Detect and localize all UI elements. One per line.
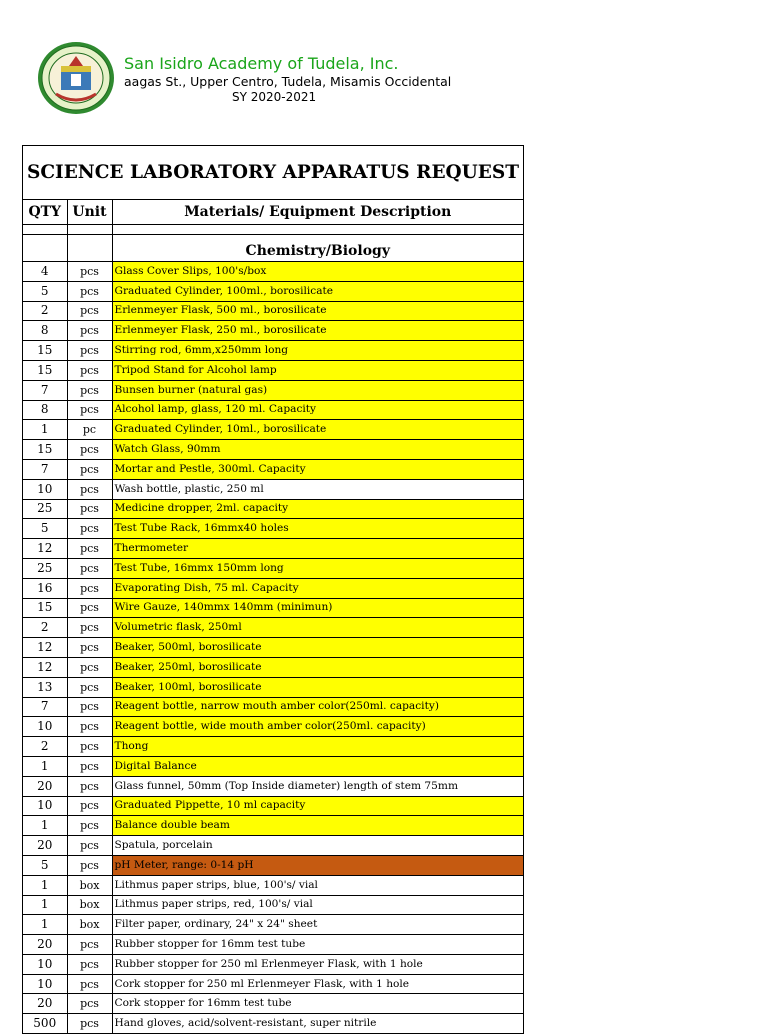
unit-cell: pcs xyxy=(67,677,112,697)
section-row xyxy=(23,235,523,262)
qty-cell: 5 xyxy=(23,519,67,539)
qty-cell: 8 xyxy=(23,400,67,420)
description-cell: Graduated Cylinder, 100ml., borosilicate xyxy=(112,281,523,301)
description-cell: Graduated Pippette, 10 ml capacity xyxy=(112,796,523,816)
unit-cell: pcs xyxy=(67,459,112,479)
qty-cell: 15 xyxy=(23,598,67,618)
description-cell: Medicine dropper, 2ml. capacity xyxy=(112,499,523,519)
table-row xyxy=(23,657,523,677)
table-row xyxy=(23,895,523,915)
qty-cell: 12 xyxy=(23,539,67,559)
qty-cell: 10 xyxy=(23,974,67,994)
description-cell: Reagent bottle, wide mouth amber color(250ml. capacity) xyxy=(112,717,523,737)
unit-cell: pcs xyxy=(67,301,112,321)
unit-cell: pcs xyxy=(67,440,112,460)
unit-cell: pcs xyxy=(67,737,112,757)
school-seal-logo xyxy=(36,40,120,116)
description-cell: Tripod Stand for Alcohol lamp xyxy=(112,360,523,380)
table-row xyxy=(23,598,523,618)
table-row xyxy=(23,915,523,935)
qty-cell: 12 xyxy=(23,657,67,677)
description-cell: Watch Glass, 90mm xyxy=(112,440,523,460)
spacer-row xyxy=(23,225,523,235)
qty-cell: 2 xyxy=(23,618,67,638)
qty-cell: 5 xyxy=(23,281,67,301)
table-row xyxy=(23,420,523,440)
table-row xyxy=(23,638,523,658)
qty-cell: 25 xyxy=(23,558,67,578)
unit-cell: pcs xyxy=(67,598,112,618)
description-cell: Rubber stopper for 250 ml Erlenmeyer Flask, with 1 hole xyxy=(112,954,523,974)
unit-cell: pcs xyxy=(67,539,112,559)
unit-cell: pcs xyxy=(67,578,112,598)
description-cell: Volumetric flask, 250ml xyxy=(112,618,523,638)
qty-cell: 15 xyxy=(23,360,67,380)
description-cell: Beaker, 250ml, borosilicate xyxy=(112,657,523,677)
description-cell: Graduated Cylinder, 10ml., borosilicate xyxy=(112,420,523,440)
qty-cell: 1 xyxy=(23,420,67,440)
unit-cell: pcs xyxy=(67,400,112,420)
description-cell: Spatula, porcelain xyxy=(112,836,523,856)
description-cell: Reagent bottle, narrow mouth amber color(250ml. capacity) xyxy=(112,697,523,717)
description-cell: Glass funnel, 50mm (Top Inside diameter) length of stem 75mm xyxy=(112,776,523,796)
description-cell: Wire Gauze, 140mmx 140mm (minimun) xyxy=(112,598,523,618)
table-row xyxy=(23,519,523,539)
table-row xyxy=(23,776,523,796)
table-row xyxy=(23,935,523,955)
description-cell: Erlenmeyer Flask, 250 ml., borosilicate xyxy=(112,321,523,341)
table-row xyxy=(23,539,523,559)
table-row xyxy=(23,499,523,519)
description-cell: Filter paper, ordinary, 24" x 24" sheet xyxy=(112,915,523,935)
unit-cell: pcs xyxy=(67,262,112,282)
unit-cell: pcs xyxy=(67,974,112,994)
unit-cell: pcs xyxy=(67,816,112,836)
unit-cell: pcs xyxy=(67,697,112,717)
unit-cell: pcs xyxy=(67,321,112,341)
unit-cell: pcs xyxy=(67,657,112,677)
unit-cell: pcs xyxy=(67,1014,112,1033)
table-row xyxy=(23,836,523,856)
unit-column-header: Unit xyxy=(67,200,112,225)
qty-cell: 1 xyxy=(23,875,67,895)
qty-cell: 2 xyxy=(23,737,67,757)
description-cell: Thong xyxy=(112,737,523,757)
qty-cell: 10 xyxy=(23,717,67,737)
table-row xyxy=(23,341,523,361)
page-title: SCIENCE LABORATORY APPARATUS REQUEST xyxy=(23,146,523,200)
unit-cell: pcs xyxy=(67,499,112,519)
unit-cell: pcs xyxy=(67,776,112,796)
qty-cell: 15 xyxy=(23,341,67,361)
apparatus-table xyxy=(23,200,523,1033)
unit-cell: pcs xyxy=(67,855,112,875)
description-cell: pH Meter, range: 0-14 pH xyxy=(112,855,523,875)
qty-cell: 5 xyxy=(23,855,67,875)
school-address: aagas St., Upper Centro, Tudela, Misamis Occidental xyxy=(124,74,452,89)
description-cell: Glass Cover Slips, 100's/box xyxy=(112,262,523,282)
section-heading: Chemistry/Biology xyxy=(112,235,523,262)
table-row xyxy=(23,796,523,816)
document-header xyxy=(36,40,476,120)
qty-cell: 10 xyxy=(23,479,67,499)
unit-cell: box xyxy=(67,875,112,895)
unit-cell: pcs xyxy=(67,994,112,1014)
qty-cell: 12 xyxy=(23,638,67,658)
description-cell: Mortar and Pestle, 300ml. Capacity xyxy=(112,459,523,479)
qty-cell: 7 xyxy=(23,697,67,717)
unit-cell: pcs xyxy=(67,954,112,974)
description-cell: Beaker, 100ml, borosilicate xyxy=(112,677,523,697)
table-row xyxy=(23,360,523,380)
description-cell: Alcohol lamp, glass, 120 ml. Capacity xyxy=(112,400,523,420)
qty-cell: 1 xyxy=(23,895,67,915)
table-row xyxy=(23,262,523,282)
qty-cell: 500 xyxy=(23,1014,67,1033)
table-row xyxy=(23,321,523,341)
unit-cell: pcs xyxy=(67,519,112,539)
table-row xyxy=(23,459,523,479)
table-row xyxy=(23,974,523,994)
qty-cell: 7 xyxy=(23,459,67,479)
unit-cell: pcs xyxy=(67,618,112,638)
unit-cell: pcs xyxy=(67,836,112,856)
qty-cell: 20 xyxy=(23,935,67,955)
description-column-header: Materials/ Equipment Description xyxy=(112,200,523,225)
table-row xyxy=(23,816,523,836)
description-cell: Lithmus paper strips, blue, 100's/ vial xyxy=(112,875,523,895)
unit-cell: pcs xyxy=(67,638,112,658)
qty-cell: 2 xyxy=(23,301,67,321)
table-row xyxy=(23,756,523,776)
table-row xyxy=(23,994,523,1014)
school-name: San Isidro Academy of Tudela, Inc. xyxy=(124,54,399,73)
school-year: SY 2020-2021 xyxy=(232,90,317,104)
unit-cell: pcs xyxy=(67,935,112,955)
description-cell: Thermometer xyxy=(112,539,523,559)
description-cell: Lithmus paper strips, red, 100's/ vial xyxy=(112,895,523,915)
qty-cell: 16 xyxy=(23,578,67,598)
description-cell: Cork stopper for 250 ml Erlenmeyer Flask, with 1 hole xyxy=(112,974,523,994)
description-cell: Stirring rod, 6mm,x250mm long xyxy=(112,341,523,361)
table-row xyxy=(23,380,523,400)
table-row xyxy=(23,954,523,974)
table-header-row xyxy=(23,200,523,225)
unit-cell: pcs xyxy=(67,341,112,361)
description-cell: Rubber stopper for 16mm test tube xyxy=(112,935,523,955)
unit-cell: pcs xyxy=(67,796,112,816)
description-cell: Bunsen burner (natural gas) xyxy=(112,380,523,400)
description-cell: Wash bottle, plastic, 250 ml xyxy=(112,479,523,499)
qty-cell: 15 xyxy=(23,440,67,460)
qty-cell: 1 xyxy=(23,816,67,836)
unit-cell: pcs xyxy=(67,360,112,380)
unit-cell: pcs xyxy=(67,479,112,499)
description-cell: Digital Balance xyxy=(112,756,523,776)
table-row xyxy=(23,737,523,757)
description-cell: Hand gloves, acid/solvent-resistant, super nitrile xyxy=(112,1014,523,1033)
unit-cell: pcs xyxy=(67,281,112,301)
description-cell: Test Tube, 16mmx 150mm long xyxy=(112,558,523,578)
qty-cell: 13 xyxy=(23,677,67,697)
table-row xyxy=(23,697,523,717)
qty-cell: 20 xyxy=(23,836,67,856)
description-cell: Balance double beam xyxy=(112,816,523,836)
table-row xyxy=(23,281,523,301)
qty-cell: 7 xyxy=(23,380,67,400)
description-cell: Evaporating Dish, 75 ml. Capacity xyxy=(112,578,523,598)
qty-column-header: QTY xyxy=(23,200,67,225)
qty-cell: 10 xyxy=(23,796,67,816)
unit-cell: pcs xyxy=(67,717,112,737)
description-cell: Erlenmeyer Flask, 500 ml., borosilicate xyxy=(112,301,523,321)
qty-cell: 1 xyxy=(23,756,67,776)
qty-cell: 20 xyxy=(23,994,67,1014)
qty-cell: 20 xyxy=(23,776,67,796)
qty-cell: 1 xyxy=(23,915,67,935)
qty-cell: 25 xyxy=(23,499,67,519)
description-cell: Beaker, 500ml, borosilicate xyxy=(112,638,523,658)
description-cell: Test Tube Rack, 16mmx40 holes xyxy=(112,519,523,539)
qty-cell: 10 xyxy=(23,954,67,974)
table-row xyxy=(23,677,523,697)
table-row xyxy=(23,440,523,460)
unit-cell: pc xyxy=(67,420,112,440)
table-row xyxy=(23,1014,523,1033)
table-row xyxy=(23,875,523,895)
description-cell: Cork stopper for 16mm test tube xyxy=(112,994,523,1014)
qty-cell: 8 xyxy=(23,321,67,341)
table-row xyxy=(23,301,523,321)
request-sheet xyxy=(22,145,524,1034)
unit-cell: box xyxy=(67,895,112,915)
table-row xyxy=(23,618,523,638)
table-row xyxy=(23,558,523,578)
table-row xyxy=(23,479,523,499)
table-row xyxy=(23,578,523,598)
unit-cell: pcs xyxy=(67,558,112,578)
table-row xyxy=(23,400,523,420)
unit-cell: pcs xyxy=(67,380,112,400)
table-row xyxy=(23,855,523,875)
unit-cell: box xyxy=(67,915,112,935)
table-row xyxy=(23,717,523,737)
qty-cell: 4 xyxy=(23,262,67,282)
unit-cell: pcs xyxy=(67,756,112,776)
